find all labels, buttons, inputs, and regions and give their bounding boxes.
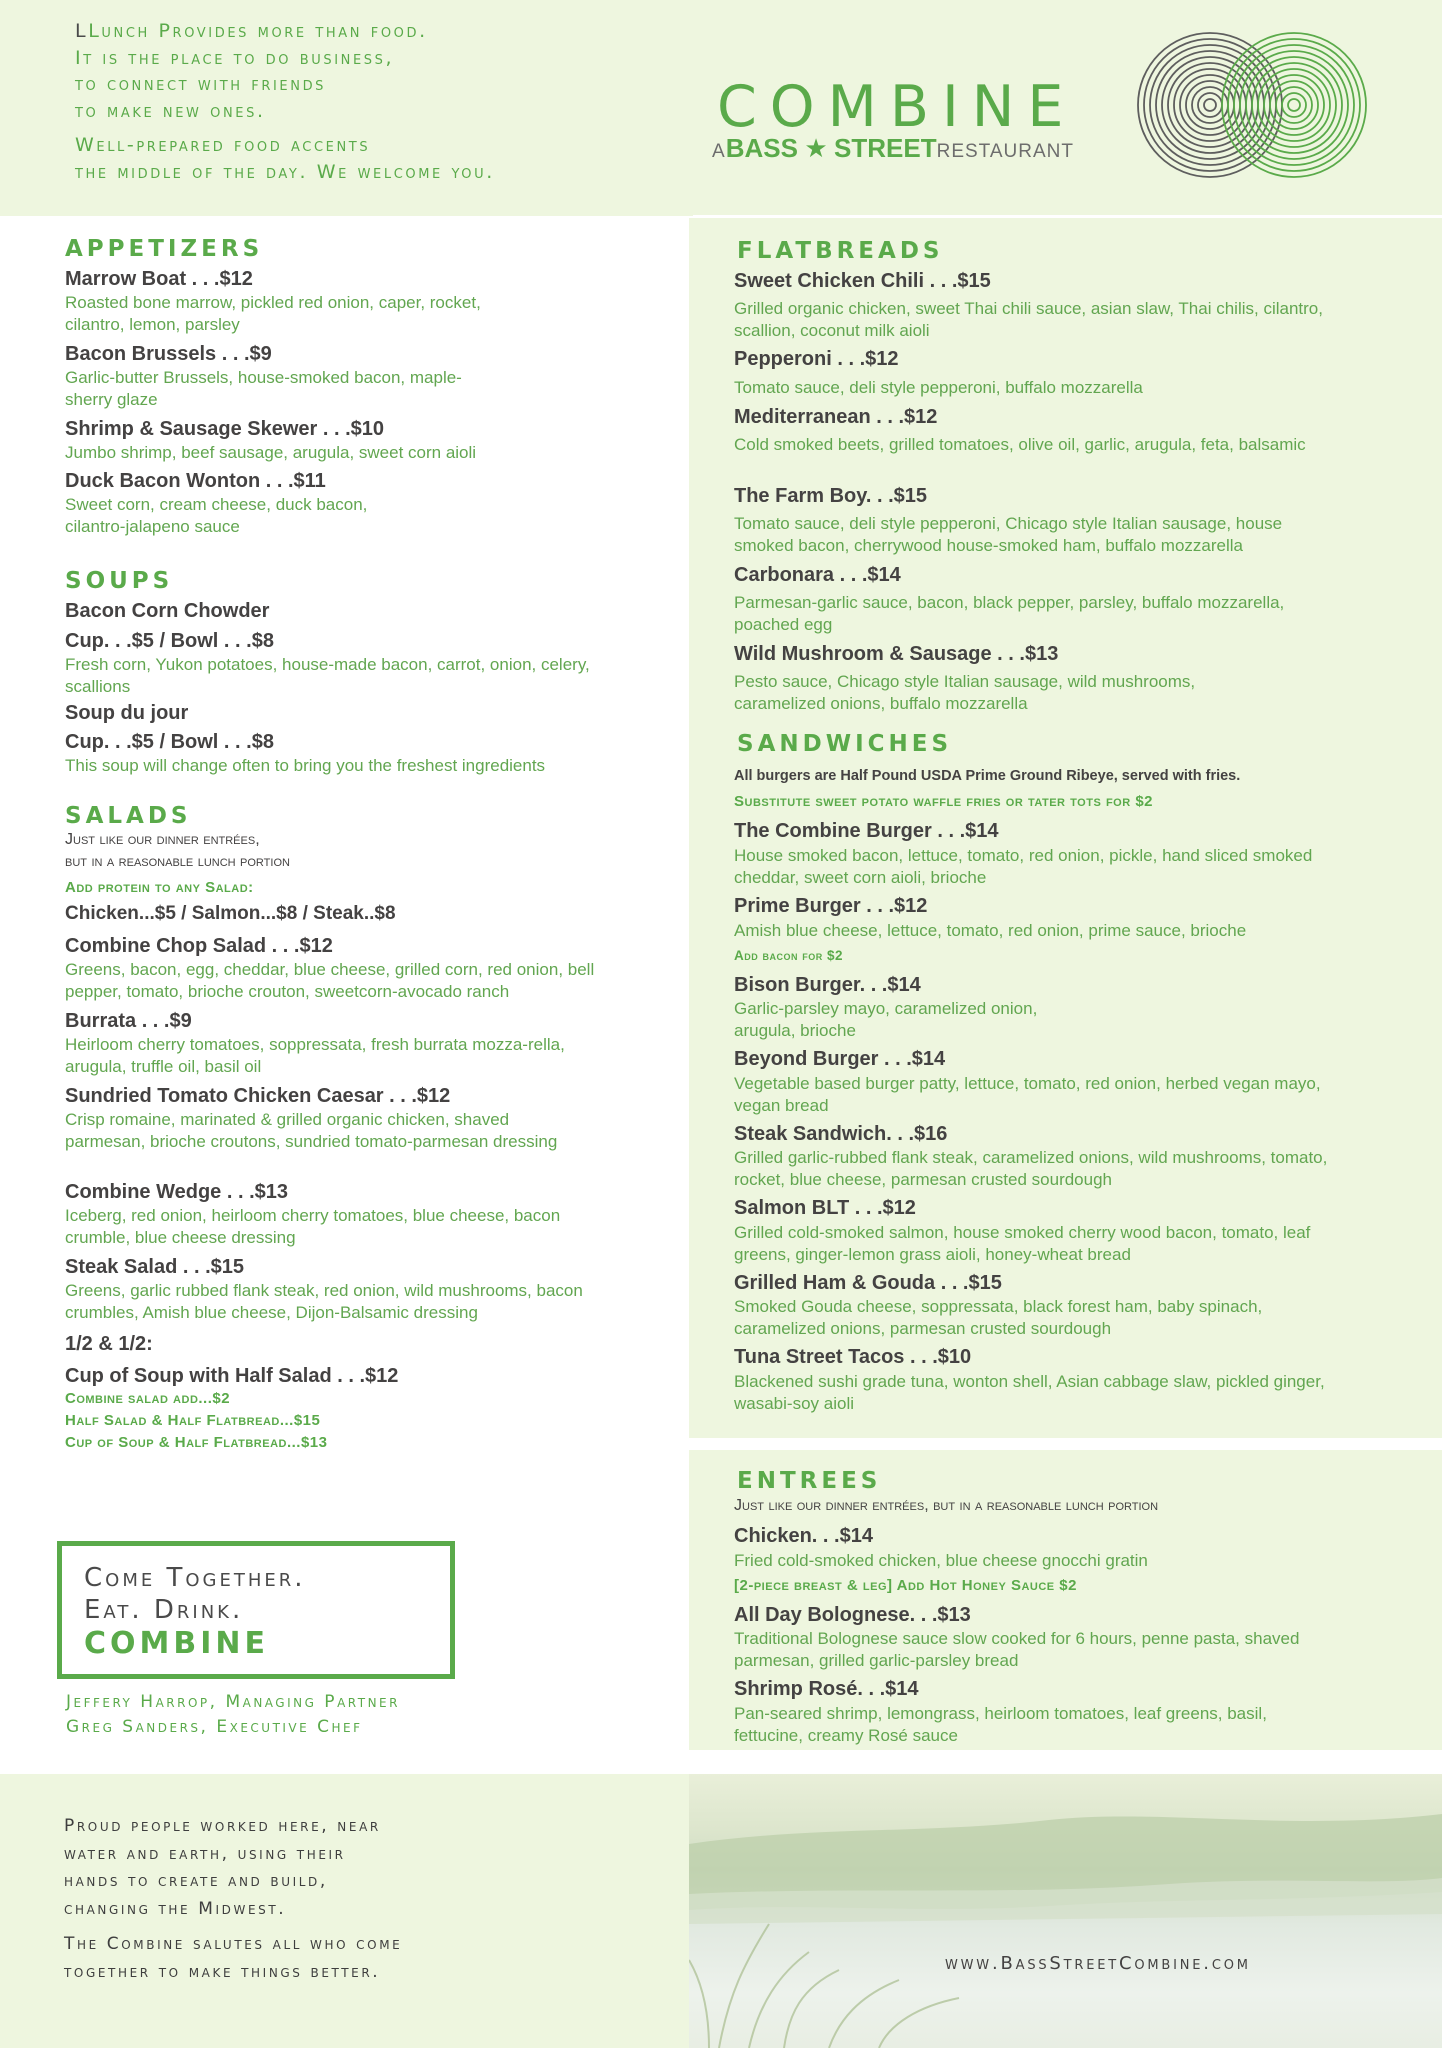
protein-note: Add protein to any Salad: [65,879,254,896]
menu-item-desc: Fried cold-smoked chicken, blue cheese gnocchi gratin [734,1551,1148,1570]
menu-item-desc: Grilled cold-smoked salmon, house smoked cherry wood bacon, tomato, leaf greens, ginger-lemon grass aioli, honey-wheat bread [734,1223,1311,1264]
menu-item-name: Salmon BLT . . .$12 [734,1197,916,1219]
intro-line: to connect with friends [75,73,327,95]
menu-item-desc: Grilled organic chicken, sweet Thai chili sauce, asian slaw, Thai chilis, cilantro, scallion, coconut milk aioli [734,299,1323,340]
menu-item-name: Marrow Boat . . .$12 [65,268,253,290]
ring-green [1288,99,1300,111]
salads-intro: Just like our dinner entrées, [65,831,260,848]
substitute-note: Substitute sweet potato waffle fries or tater tots for $2 [734,793,1154,810]
menu-item-desc: Vegetable based burger patty, lettuce, tomato, red onion, herbed vegan mayo, vegan bread [734,1074,1321,1115]
menu-item-name: Grilled Ham & Gouda . . .$15 [734,1272,1002,1294]
closing-line: changing the Midwest. [64,1898,287,1919]
closing-line: water and earth, using their [64,1843,346,1864]
website-url[interactable]: www.BassStreetCombine.com [945,1953,1251,1974]
menu-item-name: All Day Bolognese. . .$13 [734,1604,971,1626]
menu-item-desc: Cold smoked beets, grilled tomatoes, olive oil, garlic, arugula, feta, balsamic [734,435,1306,454]
menu-item-desc: Amish blue cheese, lettuce, tomato, red onion, prime sauce, brioche [734,921,1247,940]
bacon-note: Add bacon for $2 [734,948,844,963]
protein-prices: Chicken...$5 / Salmon...$8 / Steak..$8 [65,903,396,924]
ring-green [1270,81,1318,129]
menu-item-name: Sundried Tomato Chicken Caesar . . .$12 [65,1085,451,1107]
logo-wordmark: COMBINE [717,74,1077,140]
menu-item-desc: Grilled garlic-rubbed flank steak, caramelized onions, wild mushrooms, tomato, rocket, blue cheese, parmesan crusted sourdough [734,1148,1328,1189]
menu-item-name: Soup du jour [65,702,189,724]
menu-item-name: Combine Wedge . . .$13 [65,1181,289,1203]
tagline-box [57,1541,455,1679]
river-photo [689,1774,1442,2048]
menu-item-desc: Smoked Gouda cheese, soppressata, black forest ham, baby spinach, caramelized onions, parmesan crusted sourdough [734,1297,1263,1338]
intro-line: LLunch Provides more than food. [75,20,428,42]
menu-item-name: Mediterranean . . .$12 [734,406,938,428]
tagline-brand: COMBINE [84,1626,270,1661]
menu-item-desc: Tomato sauce, deli style pepperoni, buffalo mozzarella [734,378,1143,397]
menu-item-desc: Pesto sauce, Chicago style Italian sausage, wild mushrooms, caramelized onions, buffalo mozzarella [734,672,1196,713]
menu-item-desc: Traditional Bolognese sauce slow cooked for 6 hours, penne pasta, shaved parmesan, grilled garlic-parsley bread [734,1629,1300,1670]
salads-title: SALADS [65,803,192,829]
staff-partner: Jeffery Harrop, Managing Partner [66,1692,400,1712]
intro-line: to make new ones. [75,99,266,122]
menu-item-desc: Garlic-butter Brussels, house-smoked bacon, maple-sherry glaze [65,368,462,409]
menu-item-name: Tuna Street Tacos . . .$10 [734,1346,972,1368]
staff-chef: Greg Sanders, Executive Chef [66,1717,363,1737]
half-note: Combine salad add...$2 [65,1390,231,1407]
ring-dark [1186,81,1234,129]
menu-item-desc: House smoked bacon, lettuce, tomato, red onion, pickle, hand sliced smoked cheddar, sweet corn aioli, brioche [734,846,1313,887]
menu-item-name: Steak Salad . . .$15 [65,1256,244,1278]
ring-dark [1174,69,1246,141]
menu-item-name: Bacon Brussels . . .$9 [65,343,272,365]
menu-item-name: Duck Bacon Wonton . . .$11 [65,470,326,492]
menu-item-name: The Farm Boy. . .$15 [734,485,928,507]
logo-subtitle: ABASS ★ STREETRESTAURANT [712,133,1074,163]
half-and-half-title: 1/2 & 1/2: [65,1333,153,1355]
ring-green [1258,69,1330,141]
menu-item-name: Bacon Corn Chowder [65,600,270,622]
menu-item-desc: Garlic-parsley mayo, caramelized onion, arugula, brioche [734,999,1038,1040]
ring-green [1264,75,1324,135]
chicken-note: [2-piece breast & leg] Add Hot Honey Sauce $2 [734,1577,1077,1594]
closing-line: together to make things better. [64,1961,381,1982]
menu-item-name: The Combine Burger . . .$14 [734,820,999,842]
menu-item-name: Carbonara . . .$14 [734,564,901,586]
intro-line: Well-prepared food accents [75,134,371,156]
entrees-intro: Just like our dinner entrées, but in a reasonable lunch portion [734,1497,1159,1514]
menu-item-desc: Pan-seared shrimp, lemongrass, heirloom tomatoes, leaf greens, basil, fettucine, creamy Rosé sauce [734,1704,1267,1745]
menu-item-desc: This soup will change often to bring you the freshest ingredients [65,756,546,775]
menu-item-desc: Jumbo shrimp, beef sausage, arugula, sweet corn aioli [65,443,477,462]
menu-item-desc: Parmesan-garlic sauce, bacon, black pepper, parsley, buffalo mozzarella, poached egg [734,593,1285,634]
half-note: Half Salad & Half Flatbread...$15 [65,1412,321,1429]
concentric-rings-logo-icon [1132,32,1382,182]
menu-item-desc: Heirloom cherry tomatoes, soppressata, fresh burrata mozza-rella, arugula, truffle oil, basil oil [65,1035,565,1076]
menu-item-name: Combine Chop Salad . . .$12 [65,935,333,957]
star-icon: ★ [804,133,828,163]
menu-item-desc: Blackened sushi grade tuna, wonton shell, Asian cabbage slaw, pickled ginger, wasabi-soy aioli [734,1372,1325,1413]
menu-item-name: Prime Burger . . .$12 [734,895,928,917]
menu-item-desc: Roasted bone marrow, pickled red onion, caper, rocket, cilantro, lemon, parsley [65,293,481,334]
closing-line: Proud people worked here, near [64,1816,381,1836]
menu-item-desc: Fresh corn, Yukon potatoes, house-made bacon, carrot, onion, celery, scallions [65,655,590,696]
menu-item-name: Burrata . . .$9 [65,1010,192,1032]
flatbreads-title: FLATBREADS [737,238,944,264]
ring-green [1282,93,1306,117]
menu-item-name: Shrimp & Sausage Skewer . . .$10 [65,418,385,440]
ring-green [1246,57,1342,153]
intro-line: the middle of the day. We welcome you. [75,160,495,183]
menu-item-price: Cup. . .$5 / Bowl . . .$8 [65,731,274,753]
river-landscape-image [689,1774,1442,2048]
menu-item-name: Beyond Burger . . .$14 [734,1048,946,1070]
appetizers-title: APPETIZERS [65,236,264,262]
ring-green [1240,51,1348,159]
tagline-line: Eat. Drink. [84,1595,244,1625]
ring-dark [1204,99,1216,111]
ring-green [1228,39,1360,171]
half-note: Cup of Soup & Half Flatbread...$13 [65,1434,328,1451]
salads-intro: but in a reasonable lunch portion [65,853,290,870]
menu-item-name: Steak Sandwich. . .$16 [734,1123,948,1145]
entrees-title: ENTREES [737,1468,882,1494]
menu-item-desc: Greens, garlic rubbed flank steak, red onion, wild mushrooms, bacon crumbles, Amish blue cheese, Dijon-Balsamic dressing [65,1281,583,1322]
soups-title: SOUPS [65,568,174,594]
menu-item-price: Cup. . .$5 / Bowl . . .$8 [65,630,274,652]
ring-green [1222,33,1366,177]
sandwiches-title: SANDWICHES [737,731,953,757]
closing-line: hands to create and build, [64,1871,328,1891]
menu-item-desc: Sweet corn, cream cheese, duck bacon, cilantro-jalapeno sauce [65,495,368,536]
menu-item-desc: Tomato sauce, deli style pepperoni, Chicago style Italian sausage, house smoked bacon, cherrywood house-smoked ham, buffalo mozzarella [734,514,1283,555]
intro-line: It is the place to do business, [75,46,395,69]
menu-item-name: Shrimp Rosé. . .$14 [734,1678,919,1700]
closing-panel [0,1774,689,2048]
menu-item-desc: Greens, bacon, egg, cheddar, blue cheese, grilled corn, red onion, bell pepper, tomato, brioche crouton, sweetcorn-avocado ranch [65,960,595,1001]
menu-item-name: Chicken. . .$14 [734,1525,873,1547]
menu-item-name: Bison Burger. . .$14 [734,974,921,996]
burger-note: All burgers are Half Pound USDA Prime Ground Ribeye, served with fries. [734,768,1241,784]
menu-item-desc: Iceberg, red onion, heirloom cherry tomatoes, blue cheese, bacon crumble, blue cheese dressing [65,1206,561,1247]
menu-item-name: Wild Mushroom & Sausage . . .$13 [734,643,1059,665]
menu-item-desc: Crisp romaine, marinated & grilled organic chicken, shaved parmesan, brioche croutons, sundried tomato-parmesan dressing [65,1110,558,1151]
menu-item-name: Sweet Chicken Chili . . .$15 [734,270,991,292]
ring-dark [1198,93,1222,117]
menu-item-name: Pepperoni . . .$12 [734,348,899,370]
closing-line: The Combine salutes all who come [64,1934,403,1954]
intro-panel [0,0,693,216]
menu-item-name: Cup of Soup with Half Salad . . .$12 [65,1365,399,1387]
tagline-line: Come Together. [84,1563,306,1593]
